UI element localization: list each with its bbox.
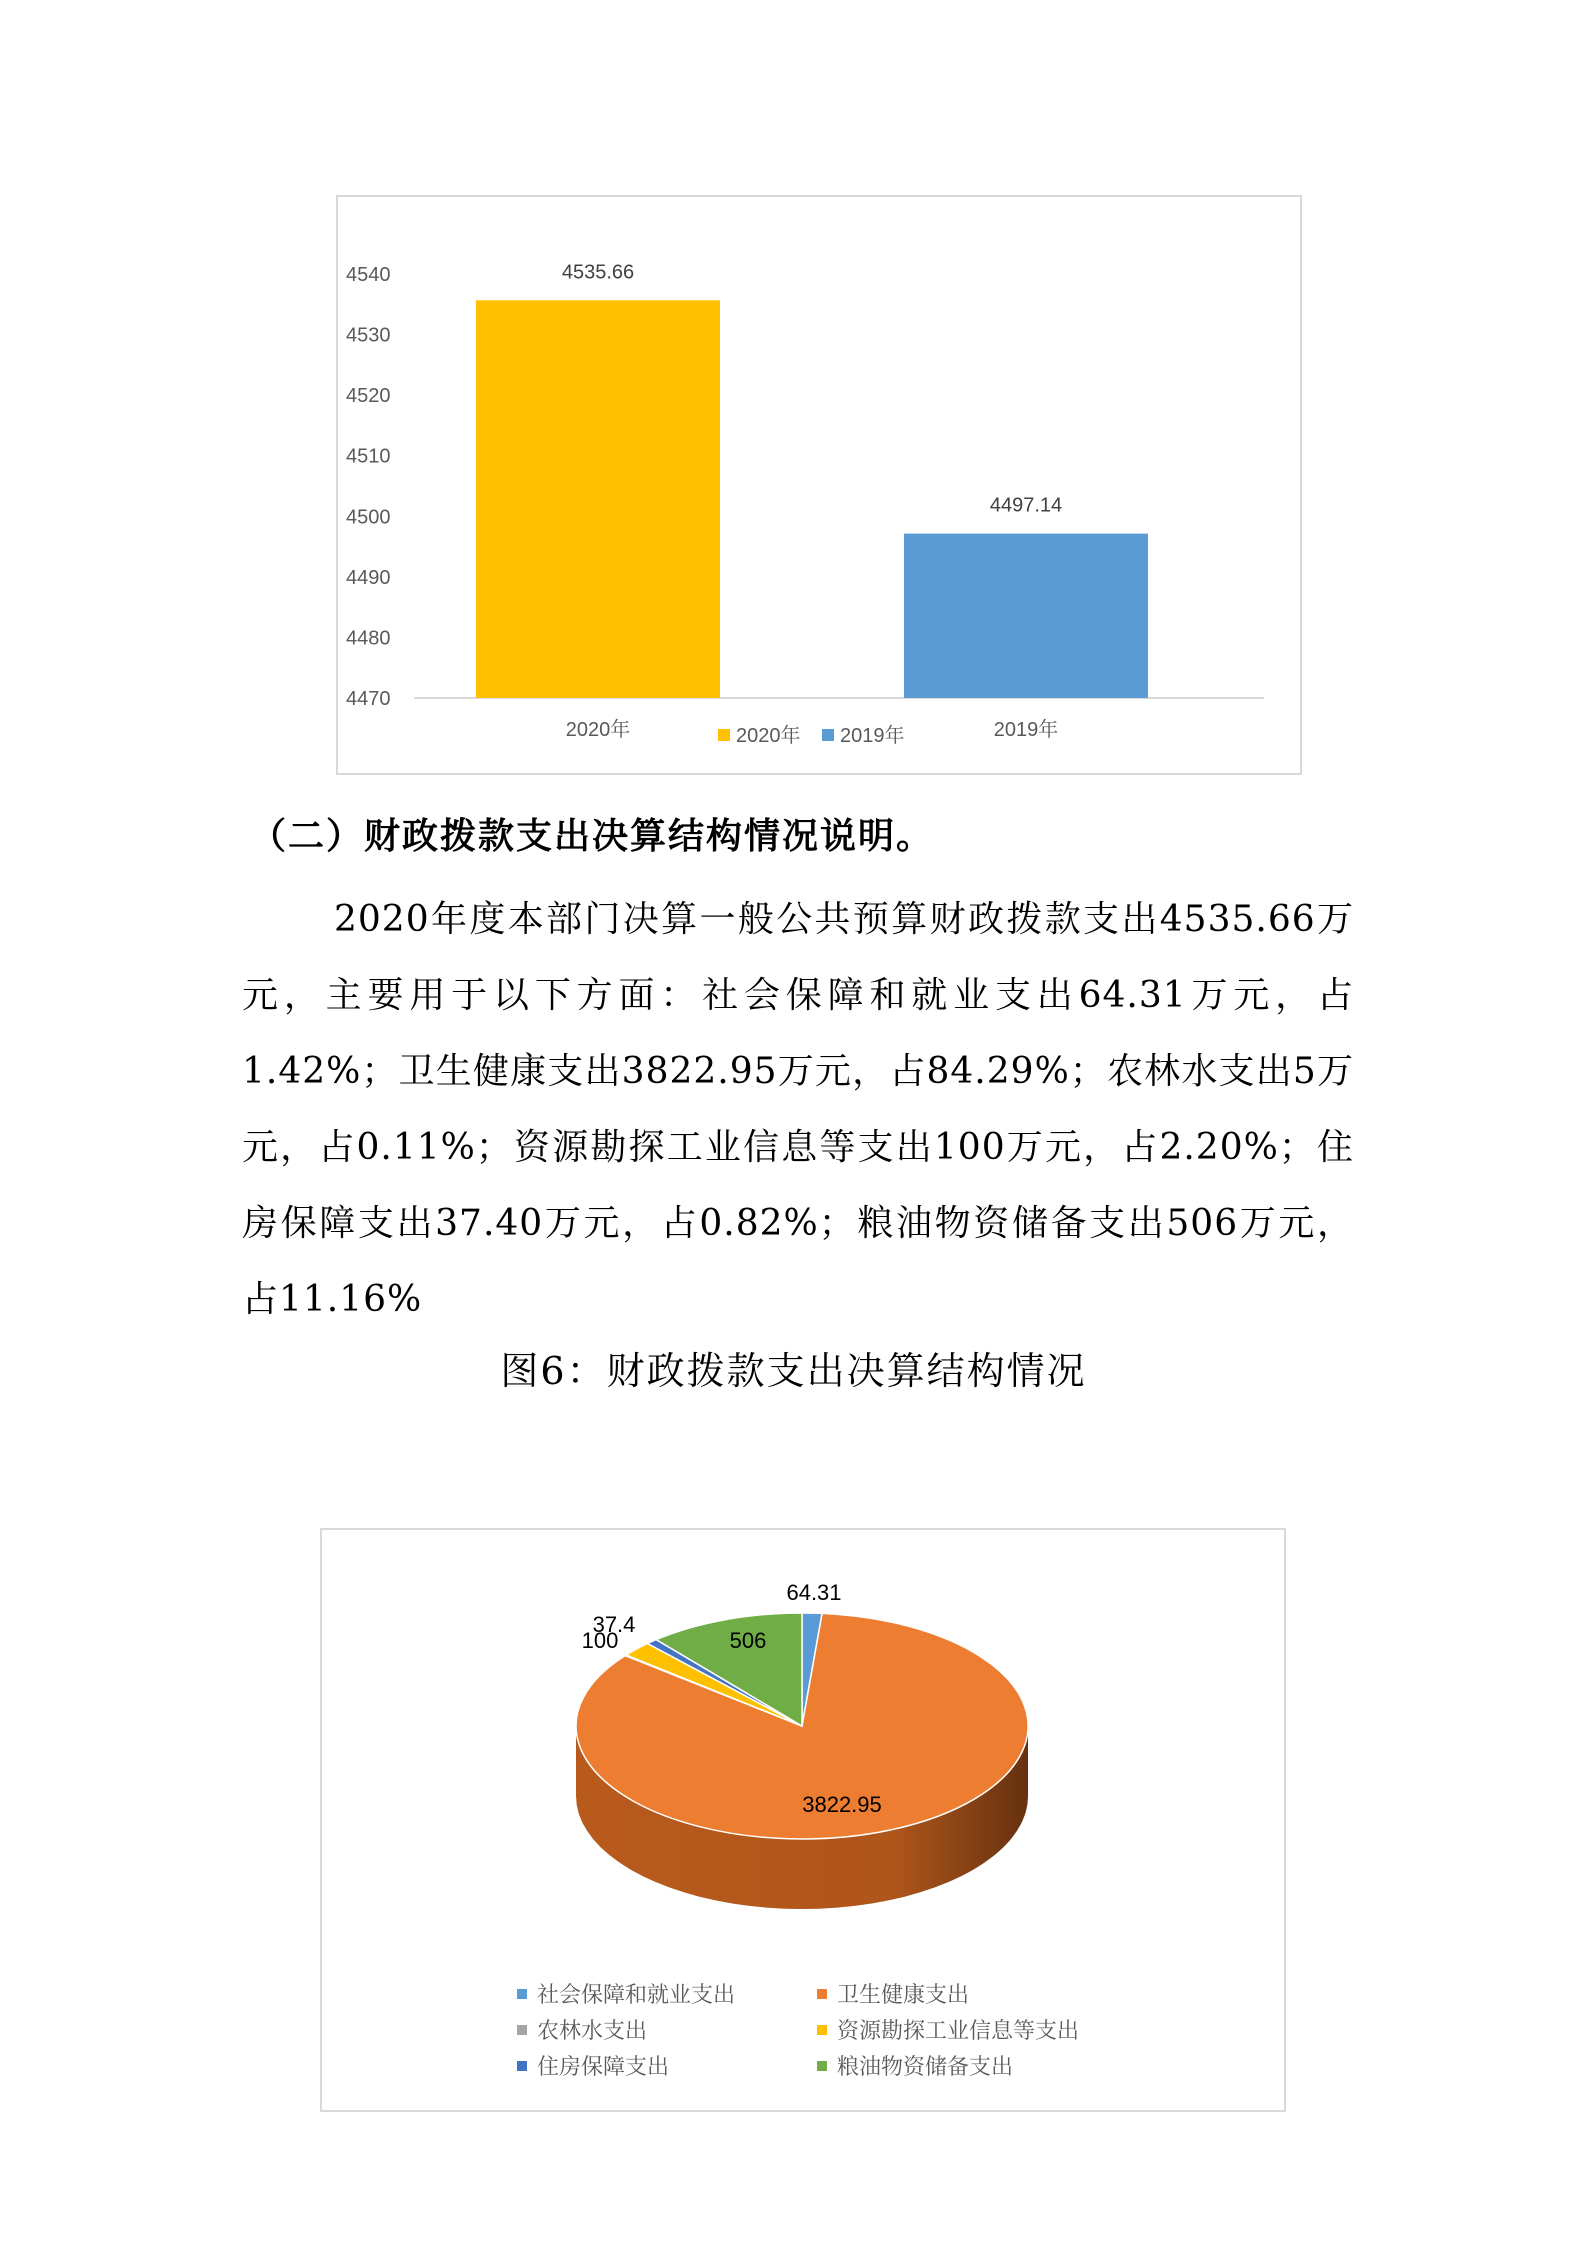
bar-chart xyxy=(338,197,1300,773)
pie-data-label: 37.4 xyxy=(592,1612,636,1637)
legend-label: 2019年 xyxy=(840,725,905,747)
y-tick-label: 4480 xyxy=(346,627,391,650)
legend-label: 2020年 xyxy=(736,725,801,747)
legend-swatch xyxy=(817,1989,827,1999)
y-tick-label: 4540 xyxy=(346,264,391,286)
legend-item xyxy=(517,2014,647,2045)
pie-chart-frame xyxy=(320,1528,1286,2112)
legend-swatch xyxy=(517,2025,527,2035)
pie-data-label: 100 xyxy=(581,1628,619,1653)
y-tick-label: 4510 xyxy=(346,445,391,468)
bar-chart-frame xyxy=(336,195,1302,775)
bar-data-label: 4497.14 xyxy=(989,494,1063,517)
y-tick-label: 4530 xyxy=(346,324,391,347)
x-category-label: 2019年 xyxy=(993,719,1059,741)
x-category-label: 2020年 xyxy=(565,719,631,741)
y-tick-label: 4470 xyxy=(346,688,391,710)
legend-item xyxy=(817,2014,1079,2045)
section-heading: （二）财政拨款支出决算结构情况说明。 xyxy=(250,815,935,857)
legend-item xyxy=(517,1978,735,2009)
legend-swatch xyxy=(517,1989,527,1999)
legend-label: 粮油物资储备支出 xyxy=(837,2055,1014,2080)
bar xyxy=(904,534,1148,698)
legend-item xyxy=(517,2050,669,2081)
y-tick-label: 4500 xyxy=(346,506,391,529)
body-paragraph: 2020年度本部门决算一般公共预算财政拨款支出4535.66万元，主要用于以下方面：社会保障和就业支出64.31万元，占1.42%；卫生健康支出3822.95万元，占84.29%；农林水支出5万元，占0.11%；资源勘探工业信息等支出100万元，占2.20%；住房保障支出37.40万元，占0.82%；粮油物资储备支出506万元，占11.16% xyxy=(242,899,1354,1320)
legend-label: 社会保障和就业支出 xyxy=(537,1983,736,2008)
legend-swatch xyxy=(817,2025,827,2035)
y-tick-label: 4490 xyxy=(346,566,391,589)
legend-swatch xyxy=(517,2061,527,2071)
y-tick-label: 4520 xyxy=(346,385,391,408)
bar-data-label: 4535.66 xyxy=(561,261,635,284)
bar xyxy=(476,300,720,698)
legend-swatch xyxy=(817,2061,827,2071)
legend-label: 住房保障支出 xyxy=(537,2055,670,2080)
figure-caption: 图6：财政拨款支出决算结构情况 xyxy=(500,1349,1087,1393)
legend-label: 卫生健康支出 xyxy=(837,1983,970,2008)
pie-chart xyxy=(322,1530,1284,2110)
legend-swatch xyxy=(718,729,730,741)
pie-data-label: 506 xyxy=(729,1628,767,1653)
pie-data-label: 64.31 xyxy=(786,1580,842,1605)
pie-data-label: 3822.95 xyxy=(802,1792,882,1817)
legend-item xyxy=(817,1978,969,2009)
legend-item xyxy=(817,2050,1013,2081)
legend-label: 资源勘探工业信息等支出 xyxy=(837,2019,1080,2044)
legend-label: 农林水支出 xyxy=(537,2019,648,2044)
legend-swatch xyxy=(822,729,834,741)
